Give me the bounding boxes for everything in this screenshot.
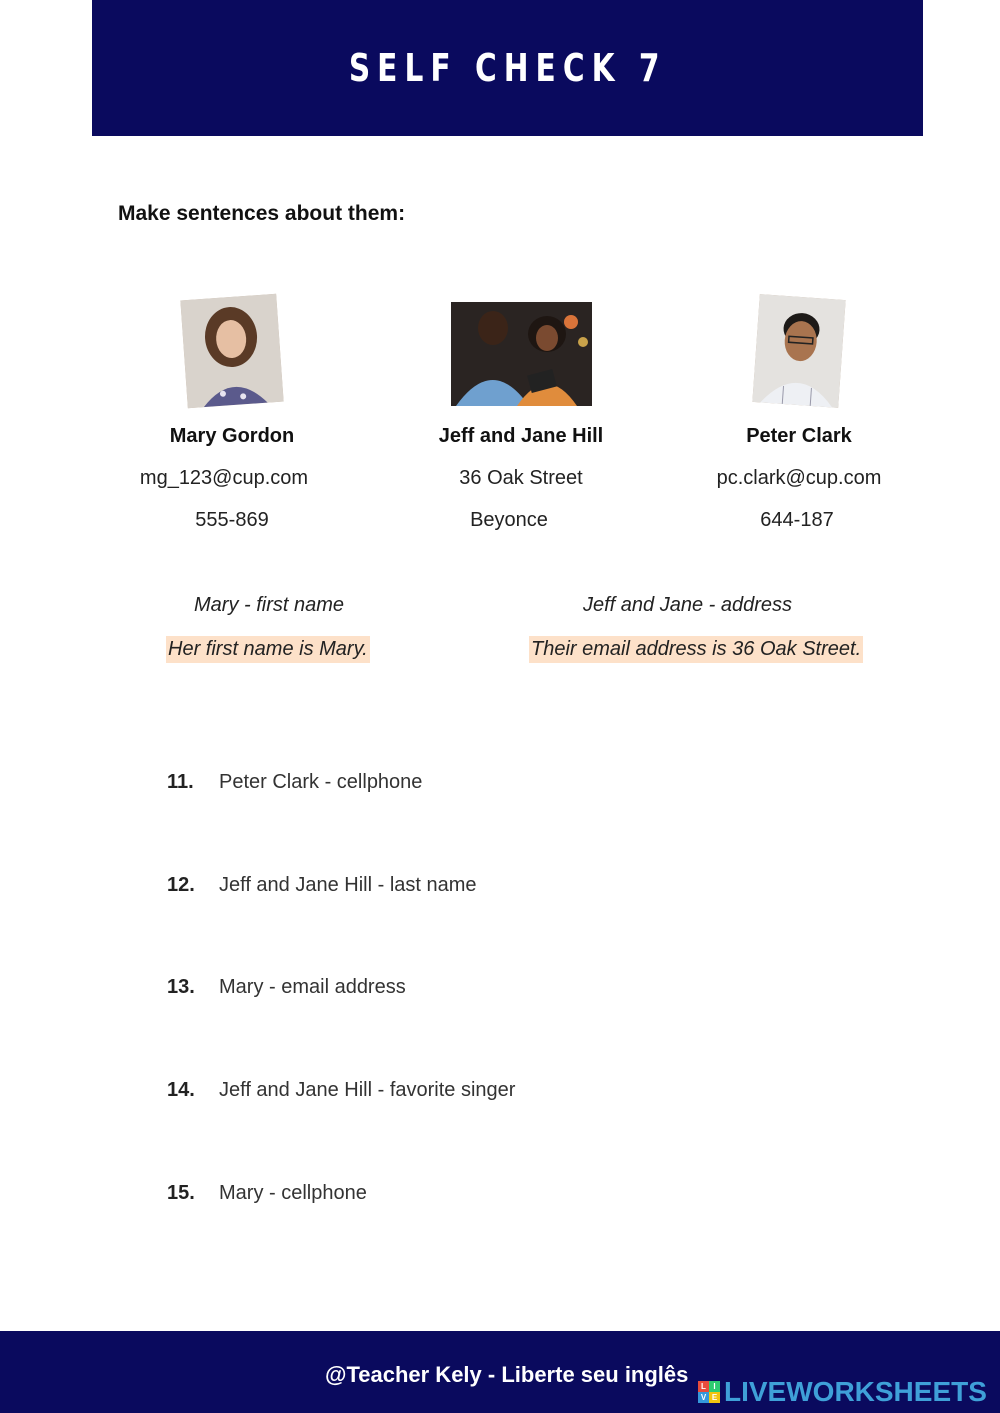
exercise-item-15: [167, 1182, 367, 1205]
exercise-item-11: [167, 771, 422, 794]
example-answer-2: Their email address is 36 Oak Street.: [529, 636, 863, 663]
item-text: Mary - email address: [219, 976, 406, 998]
person-name: Peter Clark: [746, 425, 852, 447]
person-phone: 644-187: [760, 509, 834, 531]
person-favorite-singer: Beyonce: [470, 509, 548, 531]
mary-photo: [180, 294, 283, 408]
person-name: Mary Gordon: [169, 425, 295, 447]
item-number: 12.: [167, 874, 195, 896]
item-number: 14.: [167, 1079, 195, 1101]
example-answer-1: Her first name is Mary.: [166, 636, 370, 663]
person-card-mary: [82, 292, 382, 532]
item-text: Jeff and Jane Hill - favorite singer: [219, 1079, 516, 1101]
title-banner: [92, 0, 923, 136]
example-prompt-1: Mary - first name: [194, 594, 345, 616]
exercise-item-13: [167, 976, 406, 999]
badge-letter: E: [709, 1392, 720, 1403]
item-text: Jeff and Jane Hill - last name: [219, 874, 477, 896]
liveworksheets-logo-icon: [698, 1381, 720, 1403]
liveworksheets-brand[interactable]: LIVEWORKSHEETS: [724, 1376, 987, 1407]
exercise-item-12: [167, 874, 477, 897]
badge-letter: L: [698, 1381, 709, 1392]
footer-credit: @Teacher Kely - Liberte seu inglês: [325, 1362, 689, 1387]
item-text: Mary - cellphone: [219, 1182, 367, 1204]
item-number: 13.: [167, 976, 195, 998]
person-card-hills: [371, 292, 671, 532]
instruction-text: Make sentences about them:: [118, 202, 406, 225]
peter-photo: [752, 294, 845, 408]
page-title: SELF CHECK 7: [348, 46, 667, 90]
person-phone: 555-869: [195, 509, 269, 531]
hills-photo: [451, 302, 592, 406]
badge-letter: V: [698, 1392, 709, 1403]
person-name: Jeff and Jane Hill: [438, 425, 604, 447]
exercise-item-14: [167, 1079, 515, 1102]
badge-letter: I: [709, 1381, 720, 1392]
item-number: 11.: [167, 771, 194, 793]
person-email: pc.clark@cup.com: [716, 467, 882, 489]
item-text: Peter Clark - cellphone: [219, 771, 423, 793]
item-number: 15.: [167, 1182, 195, 1204]
person-email: mg_123@cup.com: [139, 467, 309, 489]
person-address: 36 Oak Street: [459, 467, 583, 489]
example-prompt-2: Jeff and Jane - address: [583, 594, 793, 616]
person-card-peter: [649, 292, 949, 532]
